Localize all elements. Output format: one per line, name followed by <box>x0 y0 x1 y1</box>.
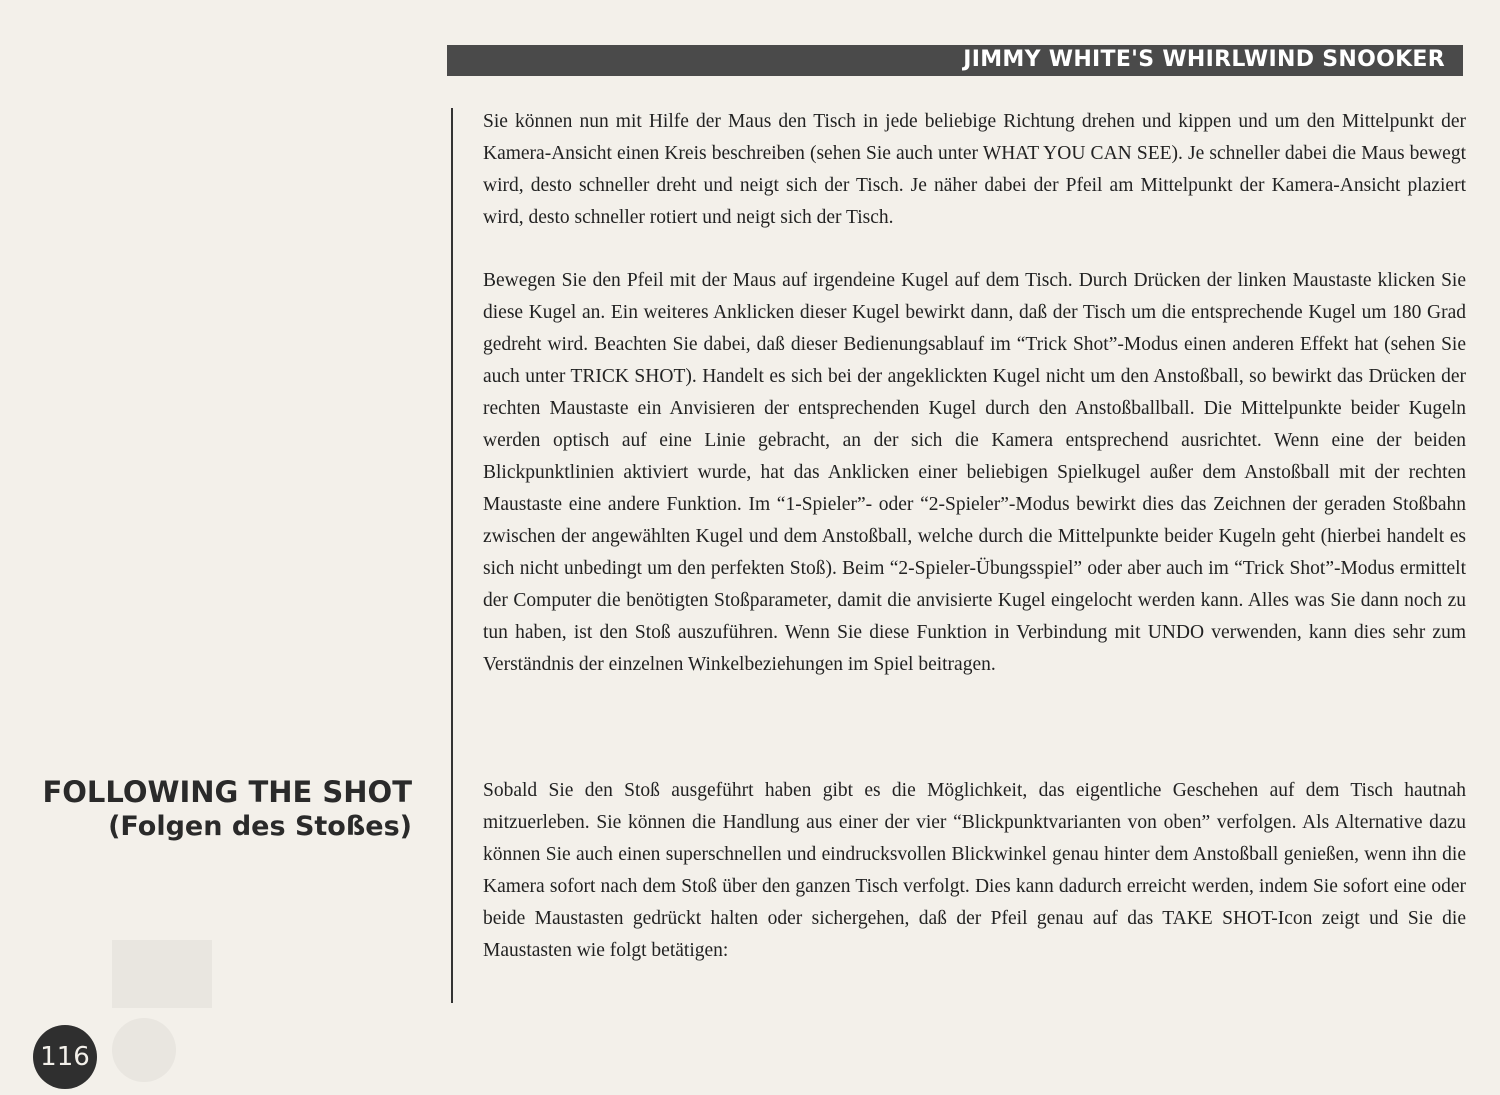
show-through-circle <box>112 1018 176 1082</box>
paragraph-ball-selection: Bewegen Sie den Pfeil mit der Maus auf irgendeine Kugel auf dem Tisch. Durch Drücken der linken Maustaste klicken Sie diese Kugel an. Ein weiteres Anklicken dieser Kugel bewirkt dann, daß der Tisch um die entsprechende Kugel um 180 Grad gedreht wird. Beachten Sie dabei, daß dieser Bedienungsablauf im “Trick Shot”-Modus einen anderen Effekt hat (sehen Sie auch unter TRICK SHOT). Handelt es sich bei der angeklickten Kugel nicht um den Anstoßball, so bewirkt das Drücken der rechten Maustaste ein Anvisieren der entsprechenden Kugel durch den Anstoßballball. Die Mittelpunkte beider Kugeln werden optisch auf eine Linie gebracht, an der sich die Kamera entsprechend ausrichtet. Wenn eine der beiden Blickpunktlinien aktiviert wurde, hat das Anklicken einer beliebigen Spielkugel außer dem Anstoßball mit der rechten Maustaste eine andere Funktion. Im “1-Spieler”- oder “2-Spieler”-Modus bewirkt dies das Zeichnen der geraden Stoßbahn zwischen der angewählten Kugel und dem Anstoßball, welche durch die Mittelpunkte beider Kugeln geht (hierbei handelt es sich nicht unbedingt um den perfekten Stoß). Beim “2-Spieler-Übungsspiel” oder aber auch im “Trick Shot”-Modus ermittelt der Computer die benötigten Stoßparameter, damit die anvisierte Kugel eingelocht werden kann. Alles was Sie dann noch zu tun haben, ist den Stoß auszuführen. Wenn Sie diese Funktion in Verbindung mit UNDO verwenden, kann dies sehr zum Verständnis der einzelnen Winkelbeziehungen im Spiel beitragen. <box>483 270 1466 675</box>
section-heading-german: (Folgen des Stoßes) <box>108 811 412 842</box>
paragraph-camera-rotation: Sie können nun mit Hilfe der Maus den Tisch in jede beliebige Richtung drehen und kippen und um den Mittelpunkt der Kamera-Ansicht einen Kreis beschreiben (sehen Sie auch unter WHAT YOU CAN SEE). Je schneller dabei die Maus bewegt wird, desto schneller dreht und neigt sich der Tisch. Je näher dabei der Pfeil am Mittelpunkt der Kamera-Ansicht plaziert wird, desto schneller rotiert und neigt sich der Tisch. <box>483 111 1466 228</box>
page-number: 116 <box>33 1025 97 1089</box>
column-divider <box>451 108 453 1003</box>
paragraph-following-shot: Sobald Sie den Stoß ausgeführt haben gibt es die Möglichkeit, das eigentliche Geschehen auf dem Tisch hautnah mitzuerleben. Sie können die Handlung aus einer der vier “Blickpunktvarianten von oben” verfolgen. Als Alternative dazu können Sie auch einen superschnellen und eindrucksvollen Blickwinkel genau hinter dem Anstoßball genießen, wenn ihn die Kamera sofort nach dem Stoß über den ganzen Tisch verfolgt. Dies kann dadurch erreicht werden, indem Sie sofort eine oder beide Maustasten gedrückt halten oder sichergehen, daß der Pfeil genau auf das TAKE SHOT-Icon zeigt und Sie die Maustasten wie folgt betätigen: <box>483 780 1466 961</box>
header-title: JIMMY WHITE'S WHIRLWIND SNOOKER <box>963 47 1445 72</box>
show-through-block <box>112 940 212 1008</box>
section-heading <box>10 774 412 844</box>
header-bar <box>447 45 1463 76</box>
section-heading-english: FOLLOWING THE SHOT <box>42 775 412 809</box>
